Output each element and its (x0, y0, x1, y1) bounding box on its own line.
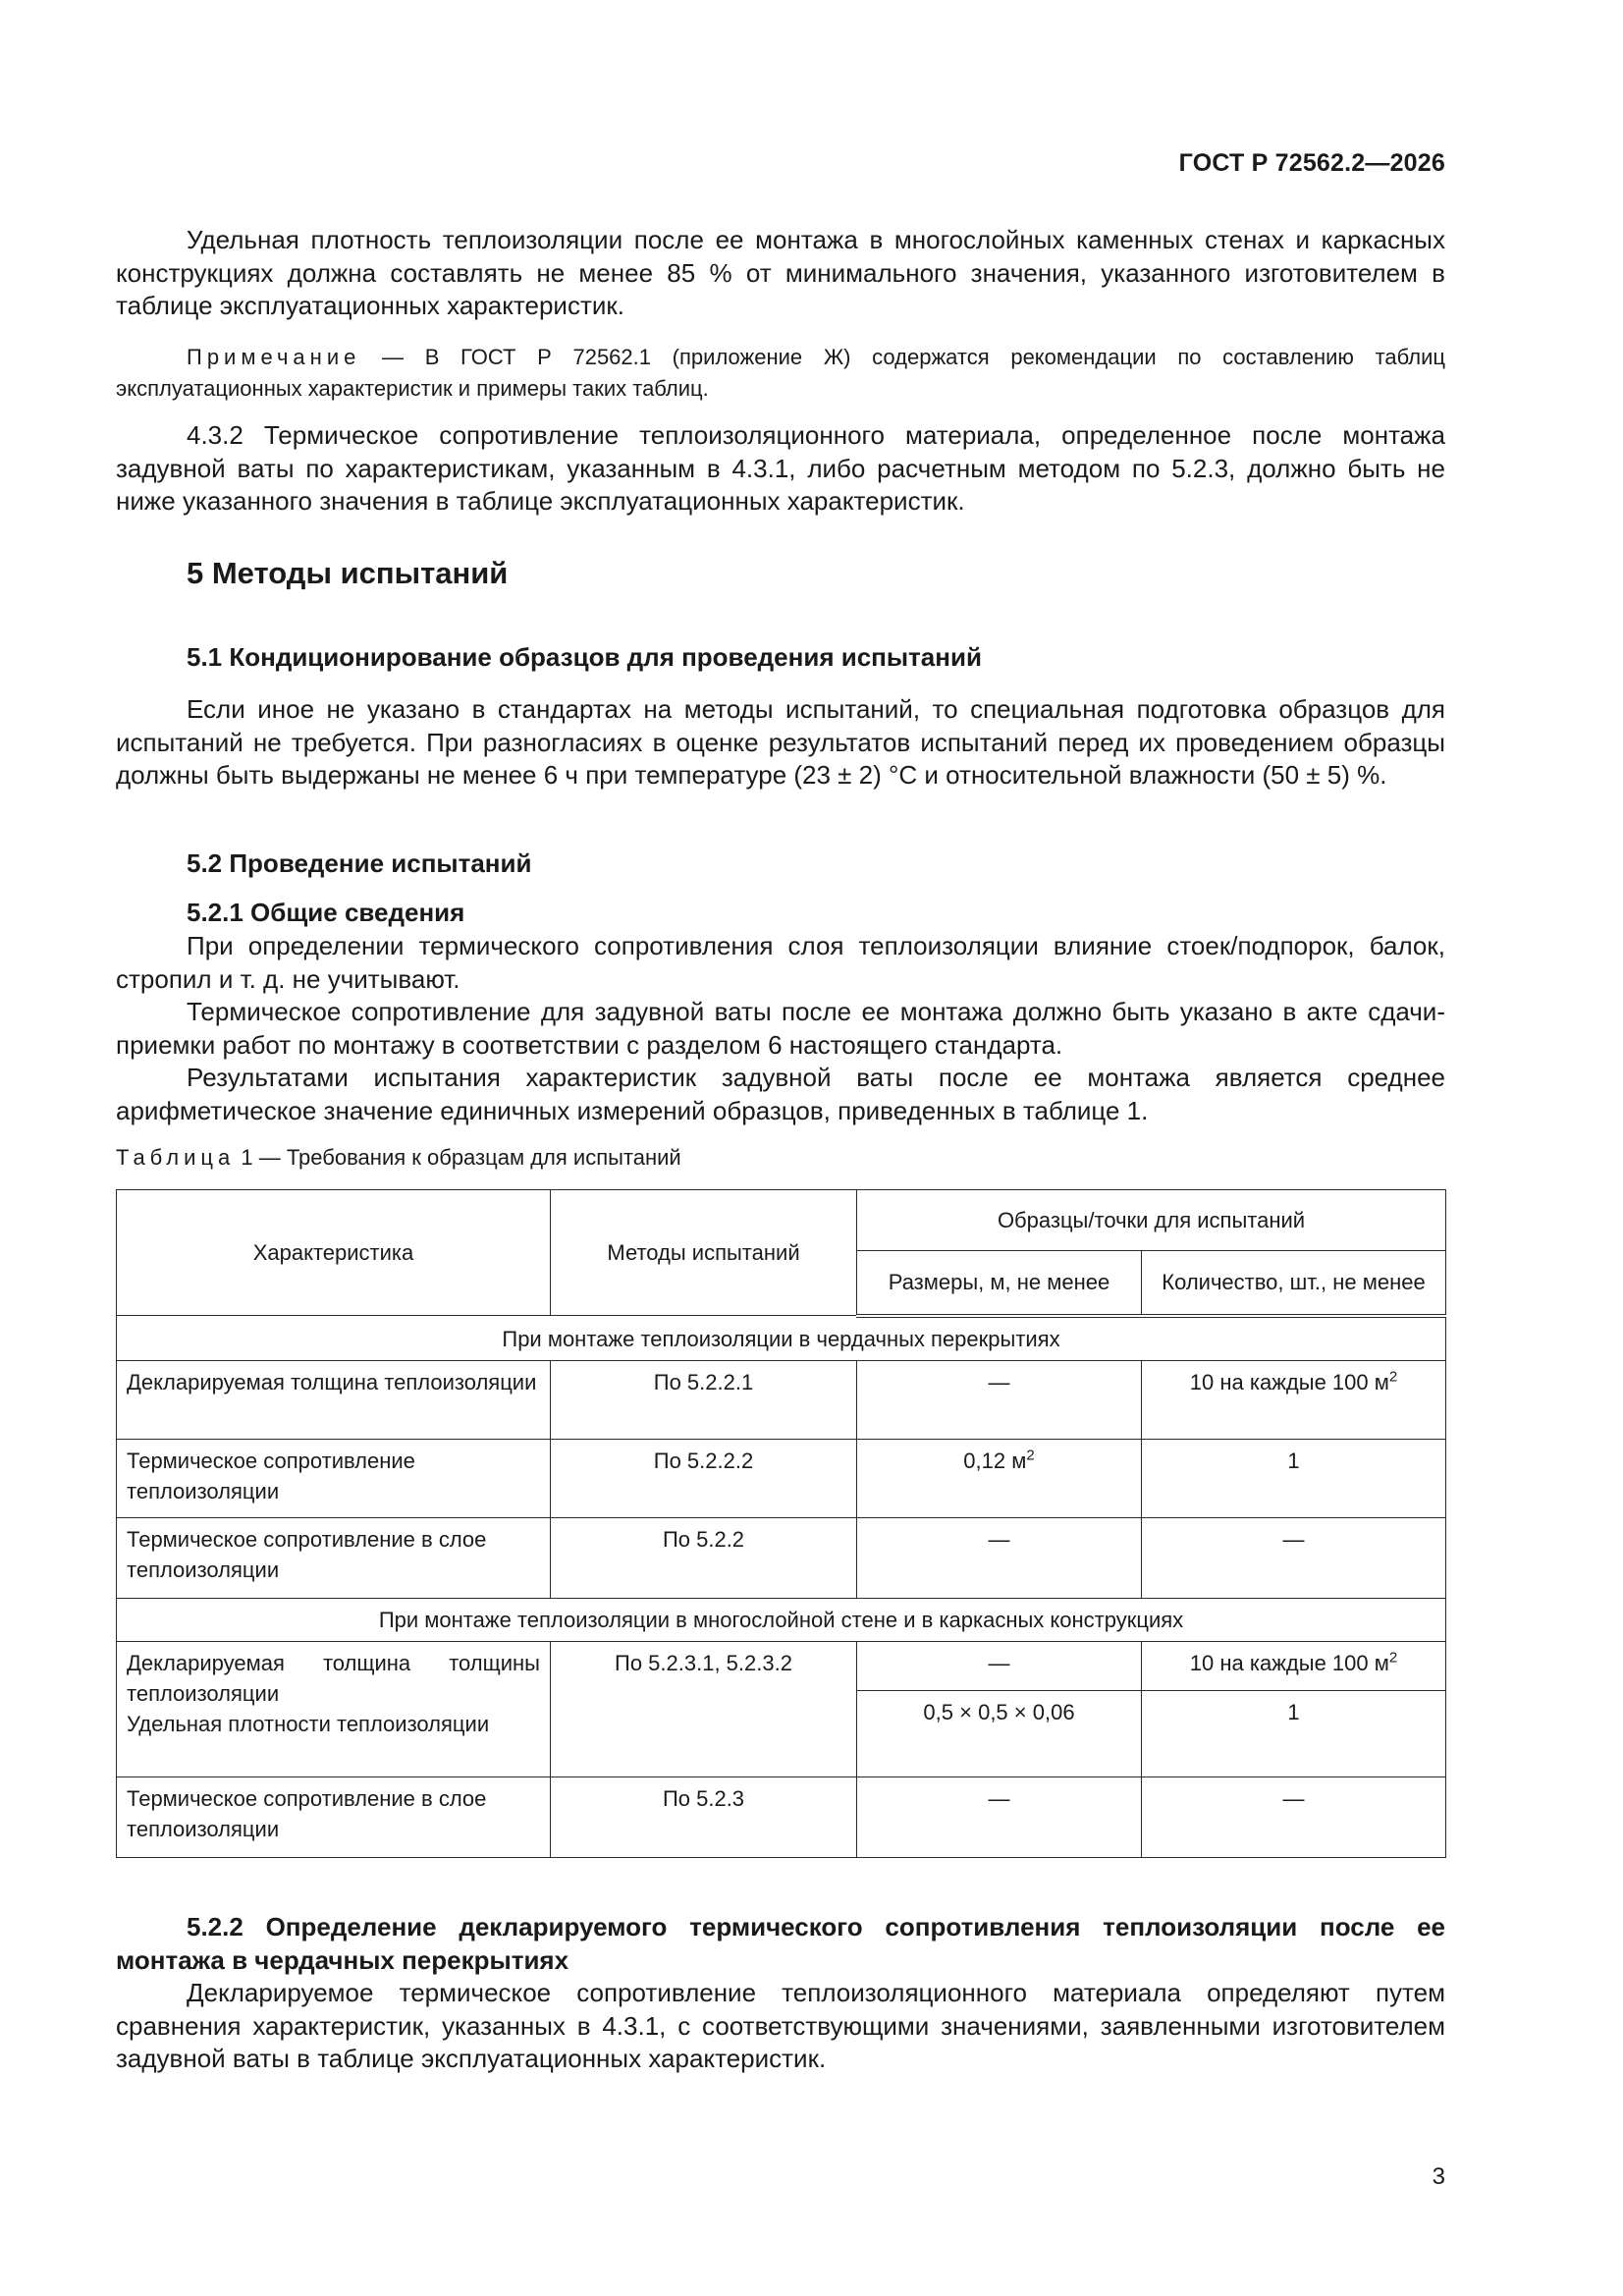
paragraph-density: Удельная плотность теплоизоляции после ее монтажа в многослойных каменных стенах и каркасных конструкциях должна составлять не менее 85 % от минимального значения, указанного изготовителем в таблице эксплуатационных характеристик. (116, 225, 1445, 320)
row4-size-a: — (857, 1641, 1142, 1690)
header-count: Количество, шт., не менее (1142, 1251, 1446, 1316)
row3-method: По 5.2.2 (551, 1517, 857, 1598)
note (116, 342, 1445, 405)
row2-size-text: 0,12 м (963, 1448, 1027, 1473)
row1-size: — (857, 1360, 1142, 1439)
section-5-heading: 5 Методы испытаний (187, 556, 509, 590)
table-caption-text: 1 — Требования к образцам для испытаний (241, 1145, 681, 1170)
requirements-table (116, 1189, 1446, 1858)
row3-size: — (857, 1517, 1142, 1598)
row5-characteristic: Термическое сопротивление в слое теплоизоляции (117, 1777, 551, 1857)
section-5-2-1-heading: 5.2.1 Общие сведения (187, 898, 465, 927)
row4-characteristic (117, 1641, 551, 1777)
group-row-attic (117, 1316, 1446, 1361)
group-label-wall: При монтаже теплоизоляции в многослойной стене и в каркасных конструкциях (117, 1598, 1446, 1641)
row4-characteristic-b: Удельная плотности теплоизоляции (127, 1711, 490, 1736)
row4-count-b: 1 (1142, 1690, 1446, 1777)
row4-characteristic-a: Декларируемая толщина толщины теплоизоляции (127, 1650, 540, 1706)
paragraph-5-2-1-c: Результатами испытания характеристик задувной ваты после ее монтажа является среднее арифметическое значение единичных измерений образцов, приведенных в таблице 1. (116, 1063, 1445, 1125)
row2-size (857, 1439, 1142, 1517)
header-methods: Методы испытаний (551, 1190, 857, 1316)
row5-count: — (1142, 1777, 1446, 1857)
row2-characteristic: Термическое сопротивление теплоизоляции (117, 1439, 551, 1517)
table-row (117, 1641, 1446, 1690)
table-row (117, 1777, 1446, 1857)
row3-count: — (1142, 1517, 1446, 1598)
header-characteristic: Характеристика (117, 1190, 551, 1316)
group-label-attic: При монтаже теплоизоляции в чердачных перекрытиях (117, 1316, 1446, 1361)
row1-characteristic: Декларируемая толщина теплоизоляции (117, 1360, 551, 1439)
row4-count-a-sup: 2 (1388, 1649, 1398, 1667)
header-samples: Образцы/точки для испытаний (857, 1190, 1446, 1251)
row4-count-a-text: 10 на каждые 100 м (1189, 1650, 1389, 1675)
section-5-2-2-heading: 5.2.2 Определение декларируемого термического сопротивления теплоизоляции после ее монтажа в чердачных перекрытиях (116, 1912, 1445, 1975)
table-caption-label: Таблица (116, 1145, 236, 1170)
table-row (117, 1517, 1446, 1598)
row5-size: — (857, 1777, 1142, 1857)
paragraph-5-2-1-a: При определении термического сопротивления слоя теплоизоляции влияние стоек/подпорок, балок, стропил и т. д. не учитывают. (116, 931, 1445, 994)
header-sizes: Размеры, м, не менее (857, 1251, 1142, 1316)
note-text: — В ГОСТ Р 72562.1 (приложение Ж) содержатся рекомендации по составлению таблиц эксплуатационных характеристик и примеры таких таблиц. (116, 345, 1445, 401)
row5-method: По 5.2.3 (551, 1777, 857, 1857)
table-row (117, 1360, 1446, 1439)
table-caption (116, 1145, 681, 1171)
paragraph-5-2-2: Декларируемое термическое сопротивление теплоизоляционного материала определяют путем сравнения характеристик, указанных в 4.3.1, с соответствующими значениями, заявленными изготовителем задувной ваты в таблице эксплуатационных характеристик. (116, 1978, 1445, 2073)
row1-count-sup: 2 (1388, 1368, 1398, 1386)
row2-size-sup: 2 (1026, 1447, 1035, 1464)
row3-characteristic: Термическое сопротивление в слое теплоизоляции (117, 1517, 551, 1598)
note-label: Примечание (187, 345, 361, 369)
section-5-1-heading: 5.1 Кондиционирование образцов для проведения испытаний (187, 642, 982, 672)
section-5-2-heading: 5.2 Проведение испытаний (187, 848, 532, 878)
row1-count (1142, 1360, 1446, 1439)
paragraph-5-1: Если иное не указано в стандартах на методы испытаний, то специальная подготовка образцов для испытаний не требуется. При разногласиях в оценке результатов испытаний перед их проведением образцы должны быть выдержаны не менее 6 ч при температуре (23 ± 2) °С и относительной влажности (50 ± 5) %. (116, 694, 1445, 790)
row1-method: По 5.2.2.1 (551, 1360, 857, 1439)
row4-count-a (1142, 1641, 1446, 1690)
table-row (117, 1439, 1446, 1517)
group-row-wall (117, 1598, 1446, 1641)
row4-size-b: 0,5 × 0,5 × 0,06 (857, 1690, 1142, 1777)
row1-count-text: 10 на каждые 100 м (1189, 1369, 1389, 1394)
page-number: 3 (1432, 2163, 1445, 2190)
row2-method: По 5.2.2.2 (551, 1439, 857, 1517)
row4-method: По 5.2.3.1, 5.2.3.2 (551, 1641, 857, 1777)
row2-count: 1 (1142, 1439, 1446, 1517)
paragraph-4-3-2: 4.3.2 Термическое сопротивление теплоизоляционного материала, определенное после монтажа задувной ваты по характеристикам, указанным в 4.3.1, либо расчетным методом по 5.2.3, должно быть не ниже указанного значения в таблице эксплуатационных характеристик. (116, 420, 1445, 516)
document-code: ГОСТ Р 72562.2—2026 (1178, 149, 1445, 177)
paragraph-5-2-1-b: Термическое сопротивление для задувной ваты после ее монтажа должно быть указано в акте сдачи-приемки работ по монтажу в соответствии с разделом 6 настоящего стандарта. (116, 997, 1445, 1060)
